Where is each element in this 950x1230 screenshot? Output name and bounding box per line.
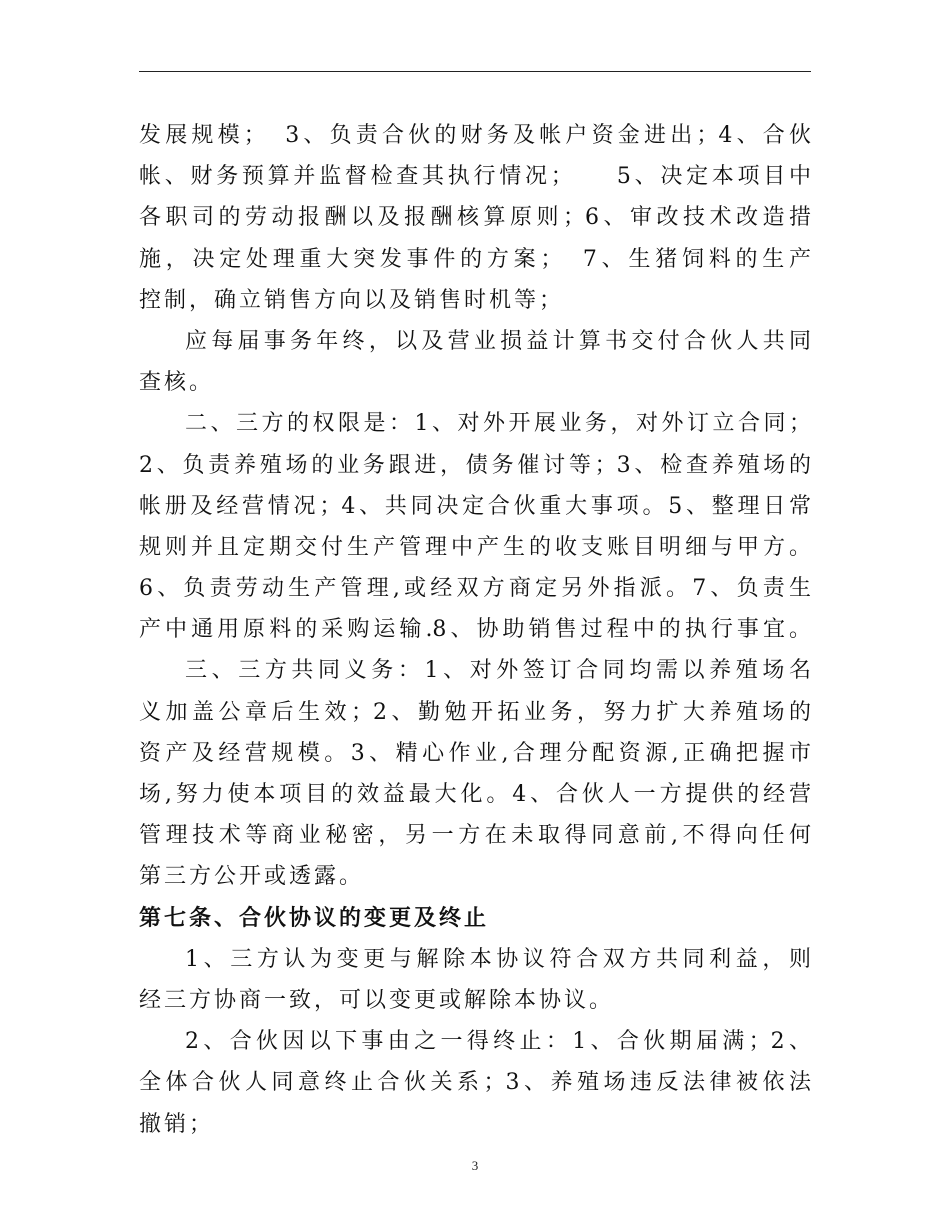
page-number: 3 <box>471 1158 479 1173</box>
header-rule <box>139 71 811 72</box>
text-line: 规则并且定期交付生产管理中产生的收支账目明细与甲方。 <box>139 534 811 560</box>
text-line: 控制，确立销售方向以及销售时机等； <box>139 287 565 313</box>
text-line: 三、三方共同义务：1、对外签订合同均需以养殖场名 <box>185 658 811 684</box>
text-line: 场,努力使本项目的效益最大化。4、合伙人一方提供的经营 <box>139 782 811 807</box>
text-line: 经三方协商一致，可以变更或解除本协议。 <box>139 987 615 1013</box>
document-body <box>139 115 811 1145</box>
text-line: 撤销； <box>139 1111 215 1137</box>
text-line: 1、三方认为变更与解除本协议符合双方共同利益，则 <box>185 946 811 972</box>
text-line: 资产及经营规模。3、精心作业,合理分配资源,正确把握市 <box>139 740 811 766</box>
text-line: 6、负责劳动生产管理,或经双方商定另外指派。7、负责生 <box>139 576 811 602</box>
section-heading: 第七条、合伙协议的变更及终止 <box>139 905 490 931</box>
text-line: 2、合伙因以下事由之一得终止：1、合伙期届满；2、 <box>185 1029 811 1055</box>
text-line: 发展规模； 3、负责合伙的财务及帐户资金进出；4、合伙 <box>139 123 811 148</box>
text-line: 帐、财务预算并监督检查其执行情况； 5、决定本项目中 <box>139 164 811 190</box>
text-line: 应每届事务年终，以及营业损益计算书交付合伙人共同 <box>185 328 811 354</box>
text-line: 施，决定处理重大突发事件的方案； 7、生猪饲料的生产 <box>139 246 811 272</box>
text-line: 义加盖公章后生效；2、勤勉开拓业务，努力扩大养殖场的 <box>139 699 811 725</box>
text-line: 各职司的劳动报酬以及报酬核算原则；6、审改技术改造措 <box>139 205 811 231</box>
text-line: 查核。 <box>139 370 215 396</box>
text-line: 产中通用原料的采购运输.8、协助销售过程中的执行事宜。 <box>139 617 811 643</box>
text-line: 第三方公开或透露。 <box>139 864 365 890</box>
text-line: 2、负责养殖场的业务跟进，债务催讨等；3、检查养殖场的 <box>139 452 811 478</box>
text-line: 帐册及经营情况；4、共同决定合伙重大事项。5、整理日常 <box>139 493 811 519</box>
text-line: 全体合伙人同意终止合伙关系；3、养殖场违反法律被依法 <box>139 1070 811 1096</box>
text-line: 管理技术等商业秘密，另一方在未取得同意前,不得向任何 <box>139 823 811 849</box>
text-line: 二、三方的权限是：1、对外开展业务，对外订立合同； <box>185 411 811 437</box>
